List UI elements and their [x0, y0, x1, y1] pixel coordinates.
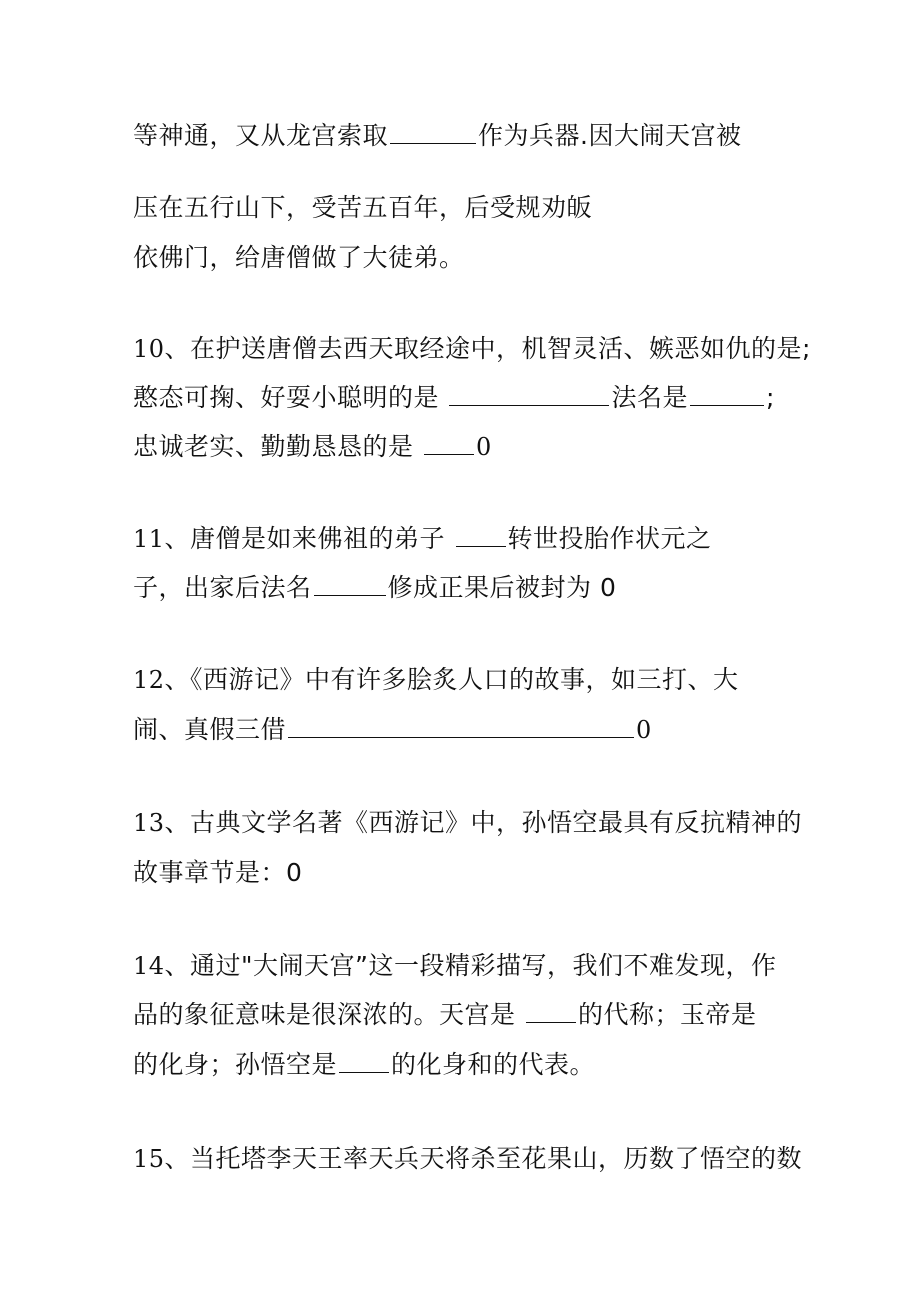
- text-segment: 子，出家后法名: [133, 573, 312, 602]
- question-11-line-2: [133, 572, 616, 604]
- text-segment: 修成正果后被封为 0: [387, 573, 617, 602]
- question-12-line-1: [133, 664, 739, 696]
- text-segment: 、当托塔李天王率天兵天将杀至花果山，历数了悟空的数: [164, 1144, 803, 1173]
- text-segment: 压在五行山下，受苦五百年，后受规劝皈: [133, 193, 593, 222]
- text-segment: 法名是: [611, 383, 688, 412]
- question-15-line-1: [133, 1143, 802, 1175]
- text-line: [133, 242, 465, 274]
- question-14-line-2: [133, 999, 756, 1031]
- question-10-line-3: [133, 431, 492, 463]
- answer-blank: [456, 524, 506, 547]
- question-14-line-1: [133, 950, 777, 982]
- text-segment: 转世投胎作状元之: [507, 524, 712, 553]
- text-segment: 作为兵器.因大闹天宫被: [478, 121, 742, 150]
- text-segment: 闹、真假三借: [133, 715, 287, 744]
- text-segment: 、唐僧是如来佛祖的弟子: [164, 524, 454, 553]
- text-segment: 品的象征意味是很深浓的。天宫是: [133, 1000, 524, 1029]
- answer-blank: [314, 573, 386, 596]
- question-11-line-1: [133, 523, 712, 555]
- text-segment: 憨态可掬、好耍小聪明的是: [133, 383, 448, 412]
- text-segment: 的代称；玉帝是: [577, 1000, 757, 1029]
- text-segment: 、通过"大闹天宫”这一段精彩描写，我们不难发现，作: [164, 951, 777, 980]
- answer-blank: [690, 383, 764, 406]
- text-segment: 等神通，又从龙宫索取: [133, 121, 389, 150]
- answer-blank: [449, 383, 609, 406]
- question-number: 13: [133, 809, 165, 837]
- question-number: 14: [133, 952, 165, 980]
- question-number: 15: [133, 1145, 165, 1173]
- text-segment: 、《西游记》中有许多脍炙人口的故事，如三打、大: [164, 665, 739, 694]
- text-segment: 、古典文学名著《西游记》中，孙悟空最具有反抗精神的: [164, 808, 803, 837]
- text-line: [133, 192, 592, 224]
- text-segment: ;: [765, 383, 775, 412]
- question-number: 11: [133, 525, 165, 553]
- question-12-line-2: [133, 714, 652, 746]
- question-10-line-2: [133, 382, 775, 414]
- text-segment: 的化身和的代表。: [391, 1050, 596, 1079]
- answer-blank: [390, 121, 476, 144]
- answer-blank: [339, 1050, 389, 1073]
- text-segment: 故事章节是：0: [133, 858, 303, 887]
- question-number: 12: [133, 666, 165, 694]
- text-segment: 的化身；孙悟空是: [133, 1050, 338, 1079]
- question-10-line-1: [133, 333, 811, 365]
- text-segment: 0: [475, 433, 492, 461]
- answer-blank: [288, 715, 634, 738]
- answer-blank: [424, 432, 474, 455]
- text-segment: 0: [636, 716, 652, 744]
- question-14-line-3: [133, 1049, 595, 1081]
- text-segment: 、在护送唐僧去西天取经途中，机智灵活、嫉恶如仇的是;: [164, 334, 811, 363]
- question-13-line-1: [133, 807, 802, 839]
- answer-blank: [526, 1000, 576, 1023]
- question-13-line-2: [133, 857, 302, 889]
- question-number: 10: [133, 335, 165, 363]
- text-segment: 依佛门，给唐僧做了大徒弟。: [133, 243, 465, 272]
- text-line: [133, 120, 741, 152]
- text-segment: 忠诚老实、勤勤恳恳的是: [133, 432, 422, 461]
